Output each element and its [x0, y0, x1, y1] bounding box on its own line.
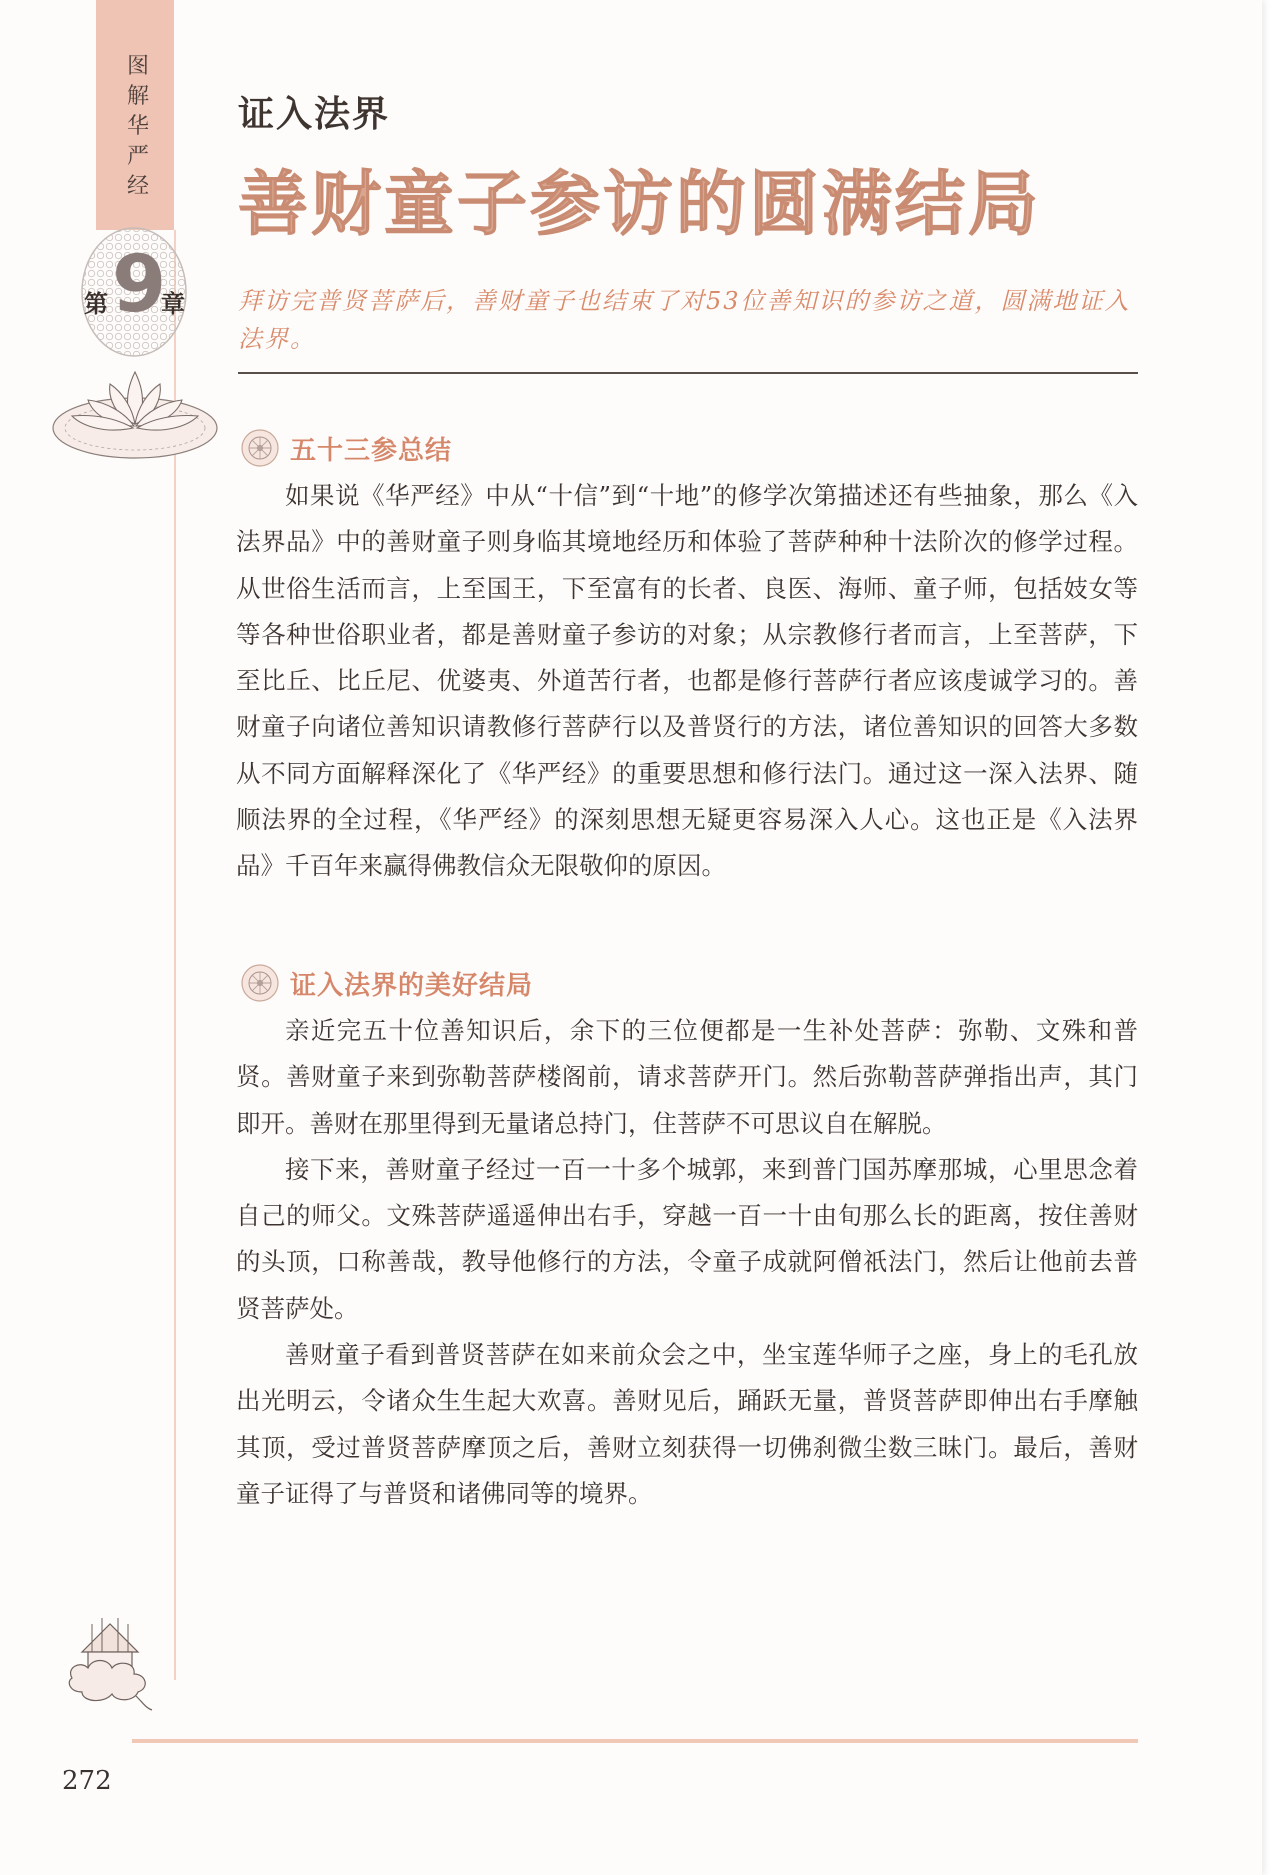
- book-title-char: 华: [126, 114, 151, 139]
- dharma-wheel-icon: [240, 963, 280, 1003]
- section-subtitle: 证入法界: [238, 94, 391, 135]
- cloud-pavilion-icon: [62, 1604, 158, 1714]
- section-body: [236, 1008, 1138, 1517]
- book-title-char: 解: [126, 84, 151, 109]
- section-heading: [240, 428, 452, 468]
- chapter-prefix: 第: [84, 290, 108, 318]
- section-title: 五十三参总结: [290, 435, 453, 466]
- page-title: 善财童子参访的圆满结局: [238, 162, 1041, 245]
- paragraph: 亲近完五十位善知识后，余下的三位便都是一生补处菩萨：弥勒、文殊和普贤。善财童子来到弥勒菩萨楼阁前，请求菩萨开门。然后弥勒菩萨弹指出声，其门即开。善财在那里得到无量诸总持门，住菩萨不可思议自在解脱。: [236, 1016, 1138, 1138]
- book-title-char: 严: [126, 144, 151, 169]
- footer-rule: [132, 1739, 1138, 1743]
- chapter-suffix: 章: [161, 290, 185, 318]
- chapter-number: 9: [112, 240, 167, 330]
- section-heading: [240, 963, 533, 1003]
- book-title-char: 图: [126, 54, 151, 79]
- paragraph: 接下来，善财童子经过一百一十多个城郭，来到普门国苏摩那城，心里思念着自己的师父。文殊菩萨遥遥伸出右手，穿越一百一十由旬那么长的距离，按住善财的头顶，口称善哉，教导他修行的方法，令童子成就阿僧祇法门，然后让他前去普贤菩萨处。: [236, 1154, 1138, 1323]
- section-title: 证入法界的美好结局: [290, 970, 534, 1001]
- book-title-char: 经: [126, 174, 151, 199]
- paragraph: 如果说《华严经》中从“十信”到“十地”的修学次第描述还有些抽象，那么《入法界品》中的善财童子则身临其境地经历和体验了菩萨种种十法阶次的修学过程。从世俗生活而言，上至国王，下至富有的长者、良医、海师、童子师，包括妓女等等各种世俗职业者，都是善财童子参访的对象；从宗教修行者而言，上至菩萨，下至比丘、比丘尼、优婆夷、外道苦行者，也都是修行菩萨行者应该虔诚学习的。善财童子向诸位善知识请教修行菩萨行以及普贤行的方法，诸位善知识的回答大多数从不同方面解释深化了《华严经》的重要思想和修行法门。通过这一深入法界、随顺法界的全过程，《华严经》的深刻思想无疑更容易深入人心。这也正是《入法界品》千百年来赢得佛教信众无限敬仰的原因。: [236, 481, 1138, 881]
- lotus-icon: [50, 362, 220, 462]
- dharma-wheel-icon: [240, 428, 280, 468]
- page-number: 272: [62, 1766, 112, 1796]
- divider: [238, 372, 1138, 374]
- section-body: [236, 473, 1138, 890]
- paragraph: 善财童子看到普贤菩萨在如来前众会之中，坐宝莲华师子之座，身上的毛孔放出光明云，令诸众生生起大欢喜。善财见后，踊跃无量，普贤菩萨即伸出右手摩触其顶，受过普贤菩萨摩顶之后，善财立刻获得一切佛刹微尘数三昧门。最后，善财童子证得了与普贤和诸佛同等的境界。: [236, 1340, 1138, 1508]
- intro-text: 拜访完普贤菩萨后，善财童子也结束了对53位善知识的参访之道，圆满地证入法界。: [238, 287, 1131, 353]
- book-title: [124, 52, 154, 202]
